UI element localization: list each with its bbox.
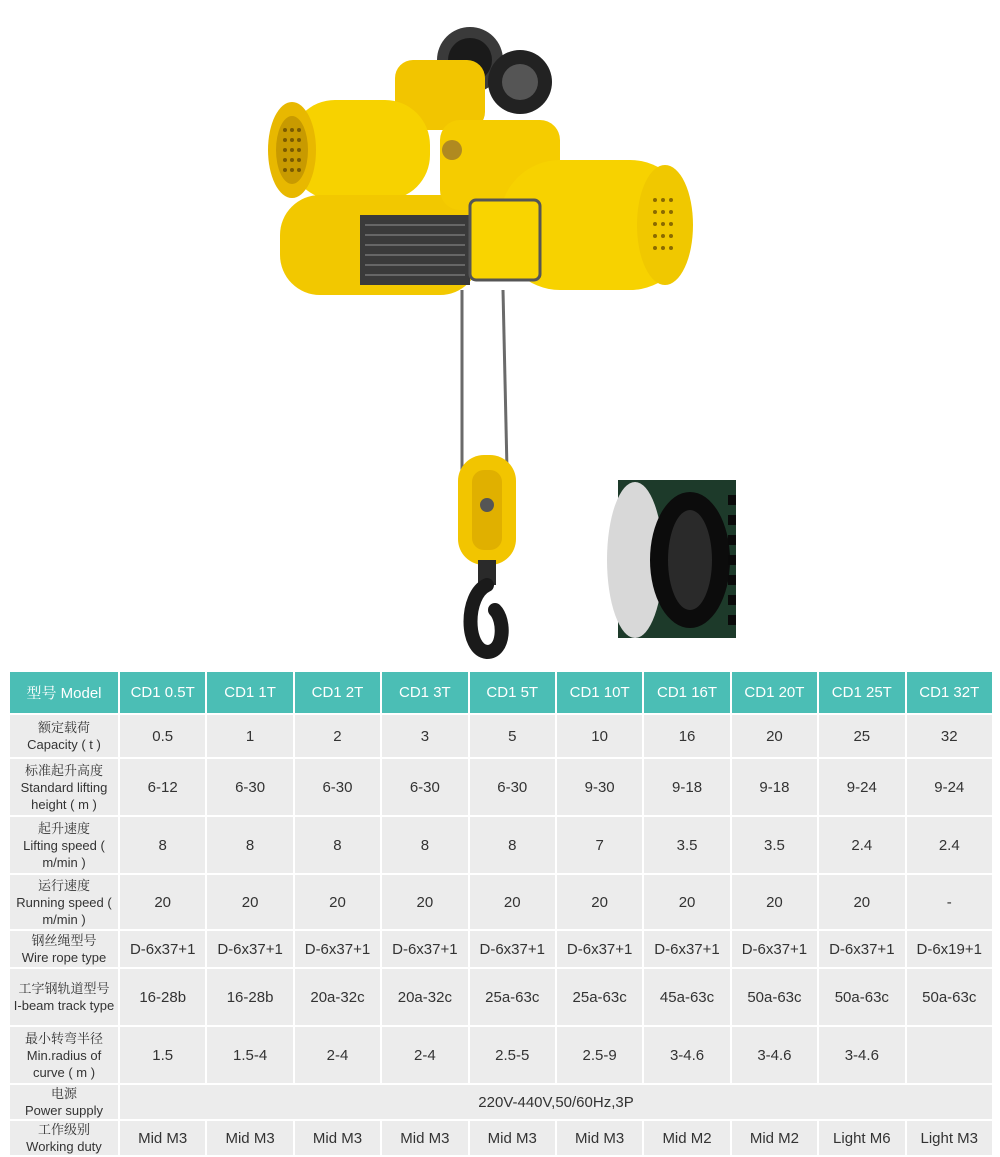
row-label-lifting-height xyxy=(10,759,118,815)
table-cell: 16-28b xyxy=(120,969,205,1025)
table-cell: 25a-63c xyxy=(557,969,642,1025)
table-cell: 20a-32c xyxy=(382,969,467,1025)
table-cell: D-6x37+1 xyxy=(470,931,555,967)
table-cell: 3 xyxy=(382,715,467,757)
row-label-running-speed xyxy=(10,875,118,929)
model-header: CD1 3T xyxy=(382,672,467,713)
table-cell: 2.4 xyxy=(907,817,992,873)
table-cell: Mid M2 xyxy=(644,1121,729,1155)
row-label-lifting-speed xyxy=(10,817,118,873)
table-cell: 6-12 xyxy=(120,759,205,815)
table-cell: 3.5 xyxy=(732,817,817,873)
table-cell: 6-30 xyxy=(295,759,380,815)
row-label-min-radius xyxy=(10,1027,118,1083)
table-cell: D-6x37+1 xyxy=(207,931,292,967)
table-cell: Mid M3 xyxy=(382,1121,467,1155)
table-cell: 9-24 xyxy=(907,759,992,815)
hook-block-icon xyxy=(458,455,516,652)
table-cell: 2.5-5 xyxy=(470,1027,555,1083)
table-cell: Light M6 xyxy=(819,1121,904,1155)
table-cell: Mid M3 xyxy=(470,1121,555,1155)
model-header: CD1 0.5T xyxy=(120,672,205,713)
table-cell: 20 xyxy=(207,875,292,929)
row-label-en: Power supply xyxy=(24,1103,104,1118)
table-cell: 1.5 xyxy=(120,1027,205,1083)
table-cell: 1.5-4 xyxy=(207,1027,292,1083)
table-cell: 16-28b xyxy=(207,969,292,1025)
row-label-cn: 额定载荷 xyxy=(37,720,90,735)
table-cell: 2 xyxy=(295,715,380,757)
table-cell: Mid M2 xyxy=(732,1121,817,1155)
table-cell: 2-4 xyxy=(295,1027,380,1083)
table-cell: 2.4 xyxy=(819,817,904,873)
row-label-ibeam-track xyxy=(10,969,118,1025)
table-cell: 8 xyxy=(295,817,380,873)
model-header: CD1 25T xyxy=(819,672,904,713)
table-cell: 3.5 xyxy=(644,817,729,873)
table-cell: 20 xyxy=(732,715,817,757)
row-label-en: Standard lifting height ( m ) xyxy=(20,779,108,812)
row-label-en: Working duty xyxy=(26,1139,102,1154)
table-cell: 5 xyxy=(470,715,555,757)
model-header: CD1 32T xyxy=(907,672,992,713)
table-cell: 20 xyxy=(732,875,817,929)
row-label-en: Wire rope type xyxy=(21,950,107,965)
model-header: CD1 20T xyxy=(732,672,817,713)
table-row xyxy=(10,1085,992,1119)
table-cell: 6-30 xyxy=(470,759,555,815)
model-header: CD1 16T xyxy=(644,672,729,713)
row-label-en: Running speed ( m/min ) xyxy=(16,894,112,927)
table-cell: Mid M3 xyxy=(557,1121,642,1155)
row-label-cn: 起升速度 xyxy=(37,820,90,836)
table-cell: 25a-63c xyxy=(470,969,555,1025)
table-cell: D-6x37+1 xyxy=(557,931,642,967)
table-cell: 6-30 xyxy=(382,759,467,815)
row-label-cn: 工字钢轨道型号 xyxy=(18,981,110,996)
table-cell: 20 xyxy=(120,875,205,929)
table-cell: 50a-63c xyxy=(907,969,992,1025)
table-header-row xyxy=(10,672,992,713)
row-label-power-supply xyxy=(10,1085,118,1119)
table-cell: 6-30 xyxy=(207,759,292,815)
table-cell: 20 xyxy=(819,875,904,929)
table-cell xyxy=(907,1027,992,1083)
table-cell: 20 xyxy=(557,875,642,929)
table-row xyxy=(10,715,992,757)
table-row xyxy=(10,969,992,1025)
table-cell: 25 xyxy=(819,715,904,757)
table-cell: 50a-63c xyxy=(732,969,817,1025)
table-cell: 3-4.6 xyxy=(819,1027,904,1083)
table-cell: 0.5 xyxy=(120,715,205,757)
row-label-working-duty xyxy=(10,1121,118,1155)
table-row xyxy=(10,759,992,815)
model-header: CD1 2T xyxy=(295,672,380,713)
model-column-header: 型号 Model xyxy=(10,672,118,713)
table-row xyxy=(10,875,992,929)
table-cell: D-6x37+1 xyxy=(819,931,904,967)
trolley-gear-icon xyxy=(395,27,552,130)
table-cell: 3-4.6 xyxy=(644,1027,729,1083)
left-motor-icon xyxy=(268,100,430,200)
table-cell: 2-4 xyxy=(382,1027,467,1083)
table-cell: 9-30 xyxy=(557,759,642,815)
table-cell: 3-4.6 xyxy=(732,1027,817,1083)
row-label-cn: 运行速度 xyxy=(37,877,90,893)
row-label-capacity xyxy=(10,715,118,757)
table-cell: 8 xyxy=(120,817,205,873)
table-cell: 7 xyxy=(557,817,642,873)
table-cell: 50a-63c xyxy=(819,969,904,1025)
table-cell: Mid M3 xyxy=(207,1121,292,1155)
table-cell: 9-18 xyxy=(644,759,729,815)
table-cell: D-6x37+1 xyxy=(295,931,380,967)
table-cell: D-6x37+1 xyxy=(120,931,205,967)
model-header: CD1 10T xyxy=(557,672,642,713)
table-row xyxy=(10,931,992,967)
table-cell: Mid M3 xyxy=(295,1121,380,1155)
table-cell: D-6x37+1 xyxy=(644,931,729,967)
table-cell: 10 xyxy=(557,715,642,757)
table-cell: 20a-32c xyxy=(295,969,380,1025)
table-cell: 16 xyxy=(644,715,729,757)
table-cell: 20 xyxy=(295,875,380,929)
table-cell: 20 xyxy=(470,875,555,929)
table-cell: 20 xyxy=(382,875,467,929)
model-header: CD1 5T xyxy=(470,672,555,713)
table-cell: 8 xyxy=(382,817,467,873)
table-cell: D-6x37+1 xyxy=(732,931,817,967)
table-row xyxy=(10,1027,992,1083)
table-cell: Mid M3 xyxy=(120,1121,205,1155)
table-cell: 9-18 xyxy=(732,759,817,815)
row-label-cn: 电源 xyxy=(50,1086,77,1101)
table-cell: 2.5-9 xyxy=(557,1027,642,1083)
table-cell: 8 xyxy=(470,817,555,873)
specification-table xyxy=(8,670,994,1157)
row-label-en: I-beam track type xyxy=(13,998,115,1013)
row-label-cn: 工作级别 xyxy=(37,1122,90,1137)
gear-detail-inset-icon xyxy=(607,480,736,638)
row-label-en: Capacity ( t ) xyxy=(27,737,101,752)
power-supply-value: 220V-440V,50/60Hz,3P xyxy=(120,1085,992,1119)
table-cell: 8 xyxy=(207,817,292,873)
wire-rope-icon xyxy=(462,290,507,470)
table-row xyxy=(10,817,992,873)
table-cell: 32 xyxy=(907,715,992,757)
row-label-en: Lifting speed ( m/min ) xyxy=(23,837,105,870)
table-cell: 1 xyxy=(207,715,292,757)
table-cell: 20 xyxy=(644,875,729,929)
table-cell: 9-24 xyxy=(819,759,904,815)
table-cell: D-6x37+1 xyxy=(382,931,467,967)
row-label-wire-rope xyxy=(10,931,118,967)
row-label-cn: 标准起升高度 xyxy=(24,762,103,778)
row-label-cn: 最小转弯半径 xyxy=(24,1030,103,1046)
table-cell: Light M3 xyxy=(907,1121,992,1155)
row-label-en: Min.radius of curve ( m ) xyxy=(26,1047,102,1080)
model-header: CD1 1T xyxy=(207,672,292,713)
table-cell: - xyxy=(907,875,992,929)
table-row xyxy=(10,1121,992,1155)
table-cell: 45a-63c xyxy=(644,969,729,1025)
row-label-cn: 钢丝绳型号 xyxy=(31,933,97,948)
table-cell: D-6x19+1 xyxy=(907,931,992,967)
